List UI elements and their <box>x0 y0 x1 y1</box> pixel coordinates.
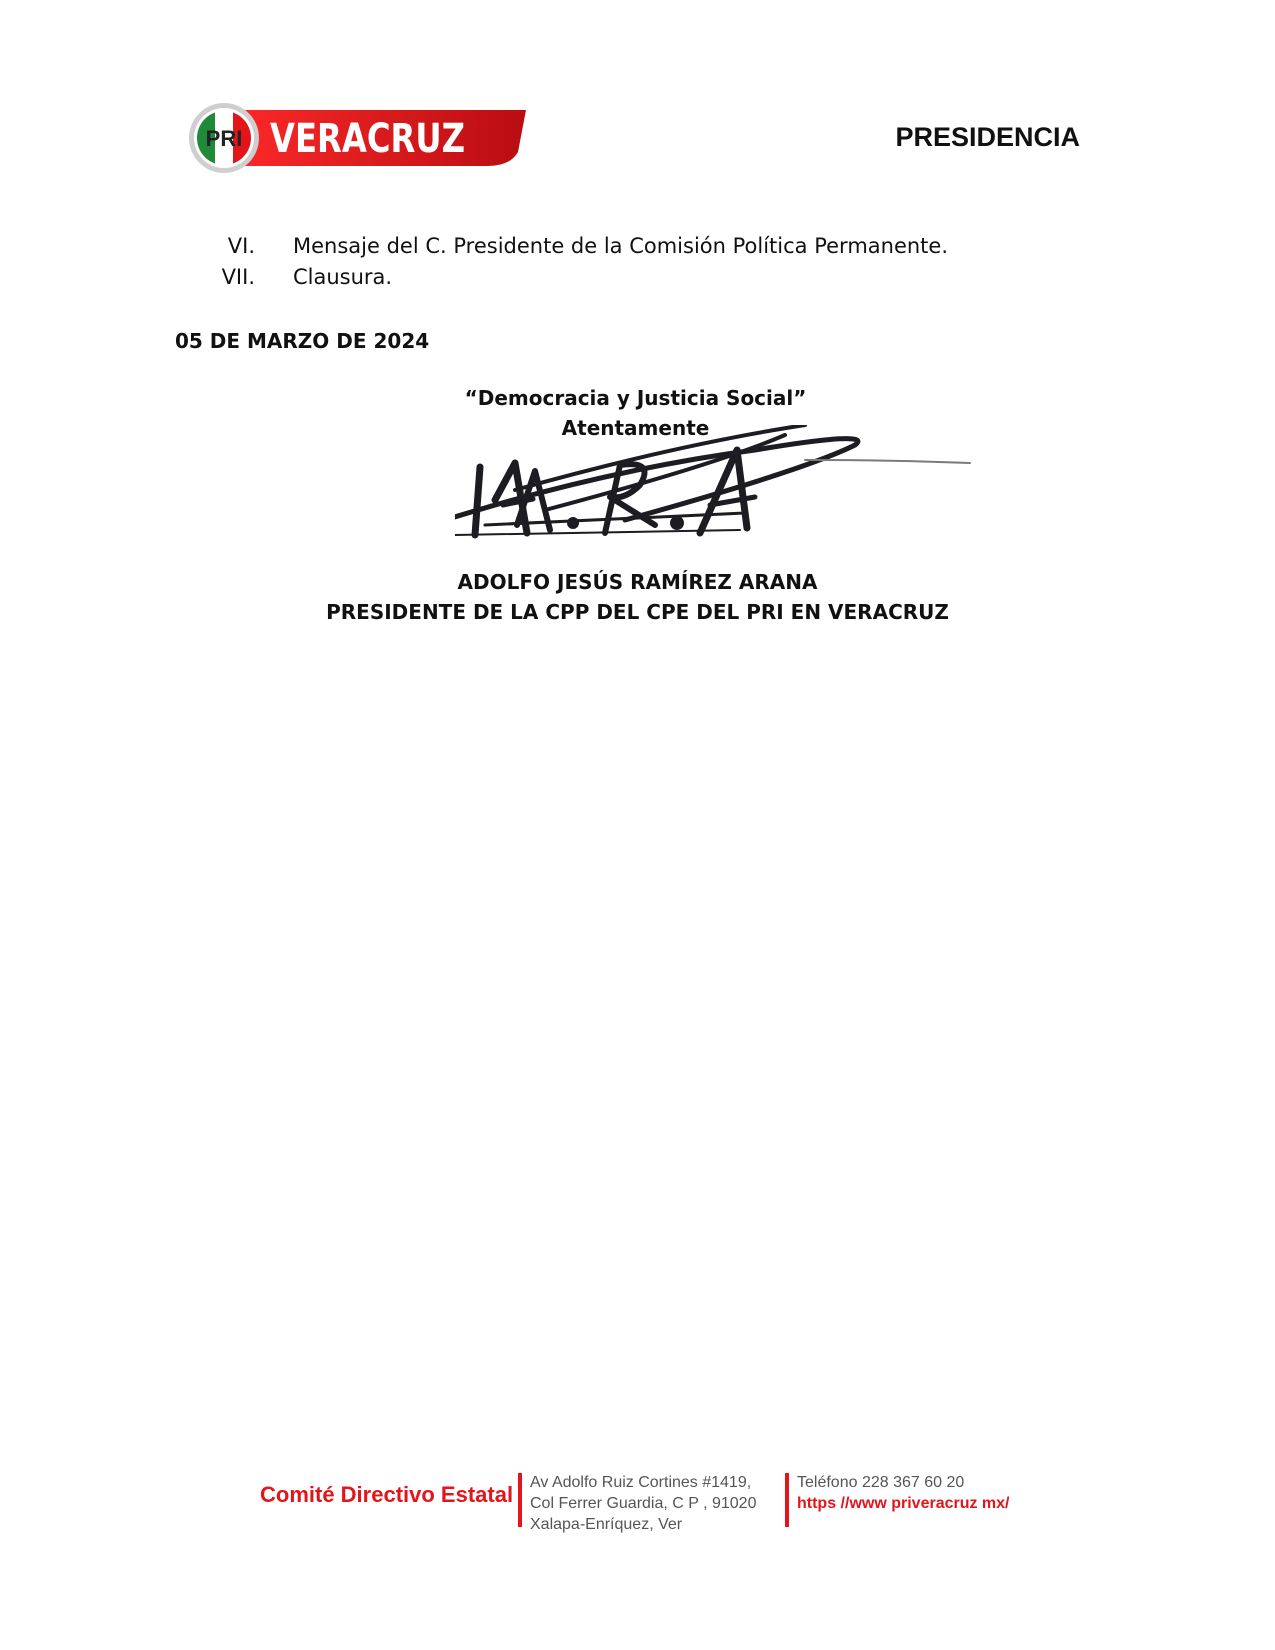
footer-phone: Teléfono 228 367 60 20 <box>797 1474 965 1491</box>
footer-divider <box>518 1473 522 1527</box>
address-line: Av Adolfo Ruiz Cortines #1419, <box>530 1474 752 1491</box>
agenda-text: Clausura. <box>293 265 393 289</box>
agenda-number: VI. <box>227 234 255 258</box>
svg-text:VERACRUZ: VERACRUZ <box>270 116 465 162</box>
agenda-item <box>205 234 948 265</box>
document-date: 05 DE MARZO DE 2024 <box>175 329 430 353</box>
agenda-number: VII. <box>221 265 255 289</box>
footer-website-link[interactable]: https //www priveracruz mx/ <box>797 1495 1010 1512</box>
signer-name: ADOLFO JESÚS RAMÍREZ ARANA <box>457 570 818 594</box>
agenda-list <box>205 234 948 296</box>
pri-veracruz-logo <box>188 102 528 174</box>
address-line: Col Ferrer Guardia, C P , 91020 <box>530 1495 757 1512</box>
signer-title: PRESIDENTE DE LA CPP DEL CPE DEL PRI EN VERACRUZ <box>326 600 949 624</box>
footer-contact <box>797 1472 1010 1514</box>
footer-address <box>530 1472 756 1535</box>
footer-organization: Comité Directivo Estatal <box>260 1482 514 1507</box>
office-title: PRESIDENCIA <box>895 122 1080 152</box>
agenda-item <box>205 265 948 296</box>
address-line: Xalapa-Enríquez, Ver <box>530 1516 683 1533</box>
footer <box>255 1470 1045 1550</box>
agenda-text: Mensaje del C. Presidente de la Comisión Política Permanente. <box>293 234 949 258</box>
footer-divider <box>785 1473 789 1527</box>
handwritten-signature <box>455 425 1015 565</box>
svg-text:PRI: PRI <box>205 126 243 151</box>
regards: Atentamente <box>561 416 710 440</box>
motto: “Democracia y Justicia Social” <box>464 386 807 410</box>
